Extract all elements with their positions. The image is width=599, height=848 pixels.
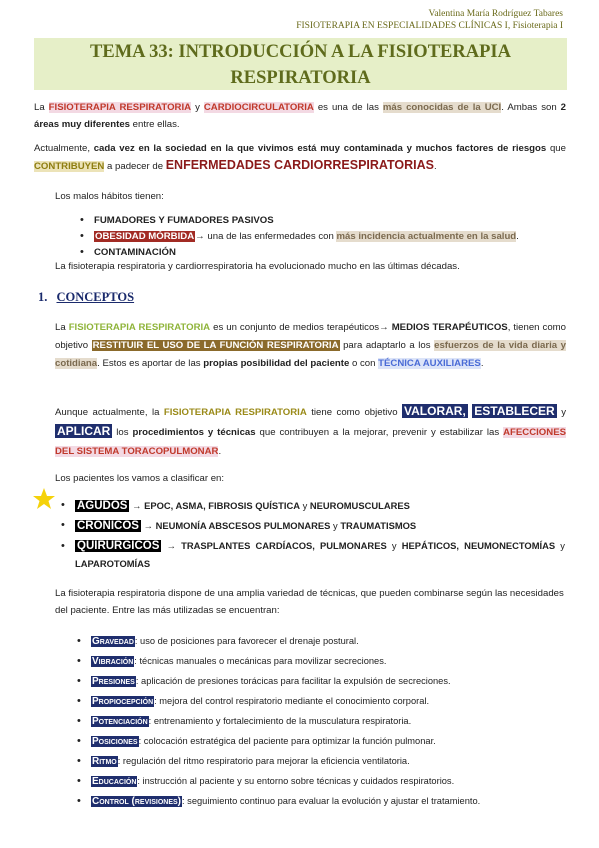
highlight-esfuerzos: esfuerzos de la vida diaria y cotidiana bbox=[55, 340, 566, 369]
text: La bbox=[34, 102, 49, 113]
intro-paragraph-1 bbox=[34, 99, 566, 133]
text: , tienen como objetivo bbox=[55, 322, 566, 351]
text: Aunque actualmente, la bbox=[55, 407, 164, 418]
text: . Ambas son bbox=[501, 102, 561, 113]
highlight-contribuyen: CONTRIBUYEN bbox=[34, 161, 105, 172]
label-cronicos: CRÓNICOS bbox=[77, 520, 139, 532]
highlight-fisio-resp: FISIOTERAPIA RESPIRATORIA bbox=[48, 102, 192, 113]
highlight-establecer: ESTABLECER bbox=[474, 404, 555, 418]
technique-desc: : colocación estratégica del paciente para optimizar la función pulmonar. bbox=[138, 736, 436, 746]
technique-item bbox=[91, 773, 571, 793]
technique-item bbox=[91, 793, 571, 813]
star-icon bbox=[32, 487, 56, 511]
text: Actualmente, bbox=[34, 143, 94, 154]
bold-medios: MEDIOS TERAPÉUTICOS bbox=[391, 322, 508, 333]
text: . bbox=[218, 446, 222, 457]
text: es una de las bbox=[313, 102, 383, 113]
technique-item bbox=[91, 693, 571, 713]
bold-procedimientos: procedimientos y técnicas bbox=[132, 427, 256, 438]
title-line2: RESPIRATORIA bbox=[230, 68, 371, 88]
text: LAPAROTOMÍAS bbox=[75, 558, 151, 569]
text: NEUROMUSCULARES bbox=[309, 500, 410, 511]
list-item bbox=[94, 212, 564, 228]
highlight-fisio-resp: FISIOTERAPIA RESPIRATORIA bbox=[163, 407, 307, 418]
text: HEPÁTICOS, bbox=[401, 540, 460, 551]
concepts-paragraph-1 bbox=[55, 319, 566, 373]
label-agudos: AGUDOS bbox=[77, 500, 128, 512]
text: . bbox=[434, 161, 437, 172]
habit-obesity: OBESIDAD MÓRBIDA bbox=[95, 231, 195, 242]
list-item bbox=[94, 228, 564, 244]
technique-item bbox=[91, 753, 571, 773]
page-title bbox=[34, 38, 567, 90]
title-line1: TEMA 33: INTRODUCCIÓN A LA FISIOTERAPIA bbox=[90, 42, 511, 62]
habits-list bbox=[94, 212, 564, 260]
text: TRAUMATISMOS bbox=[340, 520, 417, 531]
technique-name: Ritmo bbox=[92, 756, 117, 767]
technique-name: Control (revisiones) bbox=[92, 796, 182, 807]
list-item bbox=[75, 517, 565, 537]
text: y bbox=[555, 540, 565, 551]
technique-item bbox=[91, 633, 571, 653]
text: y bbox=[330, 520, 341, 531]
bold-two-areas: 2 áreas muy diferentes bbox=[34, 102, 566, 130]
highlight-cardiocirc: CARDIOCIRCULATORIA bbox=[203, 102, 314, 113]
technique-desc: : entrenamiento y fortalecimiento de la musculatura respiratoria. bbox=[148, 716, 412, 726]
text: y bbox=[556, 407, 566, 418]
intro-paragraph-4: La fisioterapia respiratoria y cardiorrespiratoria ha evolucionado mucho en las últimas décadas. bbox=[55, 261, 460, 272]
text: tiene como objetivo bbox=[306, 407, 402, 418]
text: para adaptarlo a los bbox=[339, 340, 435, 351]
section-number: 1. bbox=[38, 290, 48, 304]
text: . bbox=[516, 231, 519, 242]
text: → NEUMONÍA ABSCESOS PULMONARES bbox=[140, 520, 331, 531]
highlight-fisio-resp: FISIOTERAPIA RESPIRATORIA bbox=[68, 322, 211, 333]
highlight-tecnica: TÉCNICA AUXILIARES bbox=[378, 358, 481, 369]
text: y bbox=[299, 500, 310, 511]
highlight-uci: más conocidas de la UCI bbox=[382, 102, 502, 113]
text: que contribuyen a la mejorar, prevenir y estabilizar las bbox=[255, 427, 504, 438]
habit-smokers: FUMADORES Y FUMADORES PASIVOS bbox=[94, 215, 274, 226]
text: La bbox=[55, 322, 69, 333]
text: a padecer de bbox=[104, 161, 166, 172]
highlight-aplicar: APLICAR bbox=[57, 424, 111, 438]
highlight-enfermedades: ENFERMEDADES CARDIORRESPIRATORIAS bbox=[165, 158, 435, 172]
intro-paragraph-2 bbox=[34, 140, 566, 175]
concepts-paragraph-2 bbox=[55, 402, 566, 461]
technique-desc: : mejora del control respiratorio mediante el conocimiento corporal. bbox=[154, 696, 430, 706]
text: → TRASPLANTES CARDÍACOS, PULMONARES bbox=[161, 540, 387, 551]
text: → una de las enfermedades con bbox=[195, 231, 337, 242]
bold-propias: propias posibilidad del paciente bbox=[203, 358, 350, 369]
highlight-afecciones: AFECCIONES DEL SISTEMA TORACOPULMONAR bbox=[55, 427, 566, 457]
text: . bbox=[480, 358, 484, 369]
technique-name: Potenciación bbox=[92, 716, 148, 727]
patients-list bbox=[75, 497, 565, 573]
technique-desc: : técnicas manuales o mecánicas para movilizar secreciones. bbox=[134, 656, 387, 666]
technique-item bbox=[91, 653, 571, 673]
technique-desc: : seguimiento continuo para evaluar la evolución y ajustar el tratamiento. bbox=[182, 796, 481, 806]
technique-name: Presiones bbox=[92, 676, 135, 687]
technique-item bbox=[91, 673, 571, 693]
techniques-intro: La fisioterapia respiratoria dispone de una amplia variedad de técnicas, que pueden combinarse según las necesidades del paciente. Entre las más utilizadas se encuentran: bbox=[55, 588, 564, 616]
technique-item bbox=[91, 733, 571, 753]
highlight-restituir: RESTITUIR EL USO DE LA FUNCIÓN RESPIRATORIA bbox=[92, 340, 339, 351]
technique-name: Educación bbox=[92, 776, 137, 787]
technique-desc: : aplicación de presiones torácicas para facilitar la expulsión de secreciones. bbox=[135, 676, 451, 686]
technique-name: Posiciones bbox=[92, 736, 138, 747]
technique-desc: : instrucción al paciente y su entorno sobre técnicas y cuidados respiratorios. bbox=[137, 776, 455, 786]
highlight-valorar: VALORAR, bbox=[404, 404, 466, 418]
page-header bbox=[296, 8, 563, 32]
text: que bbox=[546, 143, 566, 154]
section-heading bbox=[38, 290, 134, 305]
habit-pollution: CONTAMINACIÓN bbox=[94, 247, 176, 258]
technique-desc: : uso de posiciones para favorecer el drenaje postural. bbox=[134, 636, 359, 646]
text: y bbox=[191, 102, 204, 113]
text: y bbox=[386, 540, 402, 551]
habits-intro: Los malos hábitos tienen: bbox=[55, 191, 164, 202]
text: → EPOC, ASMA, FIBROSIS QUÍSTICA bbox=[129, 500, 300, 511]
author-name: Valentina María Rodríguez Tabares bbox=[428, 9, 563, 19]
technique-item bbox=[91, 713, 571, 733]
text: entre ellas. bbox=[129, 119, 180, 130]
text: o con bbox=[349, 358, 379, 369]
technique-desc: : regulación del ritmo respiratorio para mejorar la eficiencia ventilatoria. bbox=[117, 756, 410, 766]
technique-name: Gravedad bbox=[92, 636, 134, 647]
text: es un conjunto de medios terapéuticos→ bbox=[210, 322, 392, 333]
bold-risk-text: cada vez en la sociedad en la que vivimos está muy contaminada y muchos factores de riesgos bbox=[93, 143, 547, 154]
techniques-list bbox=[91, 633, 571, 813]
highlight-incidence: más incidencia actualmente en la salud bbox=[336, 231, 517, 242]
text: NEUMONECTOMÍAS bbox=[464, 540, 556, 551]
technique-name: Vibración bbox=[92, 656, 134, 667]
label-quirurgicos: QUIRÚRGICOS bbox=[77, 540, 160, 552]
patients-intro: Los pacientes los vamos a clasificar en: bbox=[55, 473, 225, 484]
text: los bbox=[112, 427, 133, 438]
list-item bbox=[75, 537, 565, 573]
text: . Estos es aportar de las bbox=[97, 358, 204, 369]
technique-name: Propiocepción bbox=[92, 696, 154, 707]
course-name: FISIOTERAPIA EN ESPECIALIDADES CLÍNICAS I, Fisioterapia I bbox=[296, 21, 563, 31]
section-title: CONCEPTOS bbox=[56, 290, 135, 304]
list-item bbox=[75, 497, 565, 517]
